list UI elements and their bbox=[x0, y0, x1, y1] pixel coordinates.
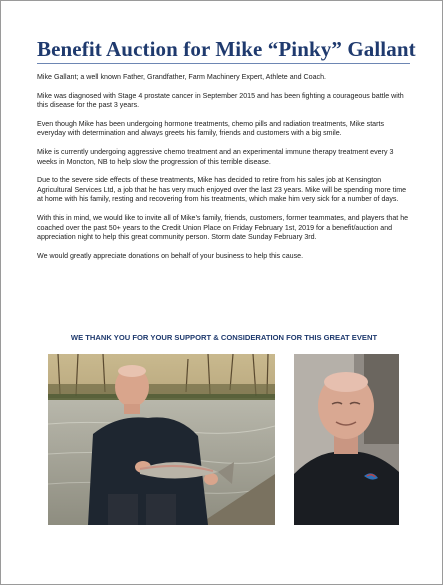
paragraph-invitation: With this in mind, we would like to invite all of Mike’s family, friends, customers, former teammates, and players that he coached over the past 50+ years to the Credit Union Place on Friday February 1st, 2019 for a benefit/auction and appreciation night to help this great community person. Storm date Sunday February 3rd. bbox=[37, 213, 409, 242]
paragraph-donations: We would greatly appreciate donations on behalf of your business to help this cause. bbox=[37, 251, 304, 260]
paragraph-diagnosis: Mike was diagnosed with Stage 4 prostate cancer in September 2015 and has been fighting a courageous battle with this disease for the past 3 years. bbox=[37, 91, 404, 110]
paragraph-treatments: Even though Mike has been undergoing hormone treatments, chemo pills and radiation treatments, Mike starts everyday with determination and always greets his family, friends and customers with a big smile. bbox=[37, 119, 384, 138]
photo-fishing bbox=[48, 354, 275, 525]
photo-portrait bbox=[294, 354, 399, 525]
paragraph-retirement: Due to the severe side effects of these treatments, Mike has decided to retire from his sales job at Kensington Agricultural Services Ltd, a job that he has very much enjoyed over the last 23 years. Mike will be spending more time at home with his family, resting and recovering from his treatments, which make him very sick for a number of days. bbox=[37, 176, 407, 204]
paragraph-intro: Mike Gallant; a well known Father, Grandfather, Farm Machinery Expert, Athlete and Coach. bbox=[37, 73, 327, 81]
page-title: Benefit Auction for Mike “Pinky” Gallant bbox=[37, 37, 416, 61]
thank-you-banner: WE THANK YOU FOR YOUR SUPPORT & CONSIDERATION FOR THIS GREAT EVENT bbox=[70, 333, 378, 342]
title-underline bbox=[37, 63, 410, 64]
body-text bbox=[37, 73, 411, 270]
paragraph-current-treatment: Mike is currently undergoing aggressive chemo treatment and an experimental immune therapy treatment every 3 weeks in Moncton, NB to help slow the progression of this terrible disease. bbox=[37, 147, 394, 166]
